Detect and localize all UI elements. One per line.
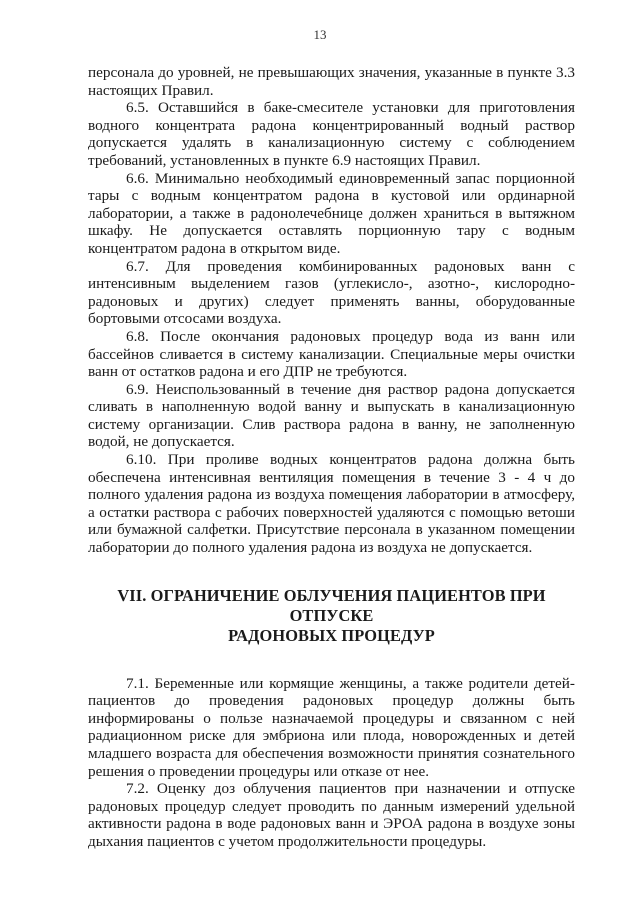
section-heading-line-2: РАДОНОВЫХ ПРОЦЕДУР	[228, 625, 435, 645]
paragraph-6-8: 6.8. После окончания радоновых процедур вода из ванн или бассейнов сливается в систему канализации. Специальные меры очистки ванн от остатков радона и его ДПР не требуются.	[88, 327, 575, 381]
paragraph-6-5: 6.5. Оставшийся в баке-смесителе установки для приготовления водного концентрата радона концентрированный водный раствор допускается удалять в канализационную систему с соблюдением требований, установленных в пункте 6.9 настоящих Правил.	[88, 99, 575, 169]
paragraph-6-10: 6.10. При проливе водных концентратов радона должна быть обеспечена интенсивная вентиляция помещения в течение 3 - 4 ч до полного удаления радона из воздуха помещения лаборатории в атмосферу, а остатки раствора с рабочих поверхностей удаляются с помощью ветоши или бумажной салфетки. Присутствие персонала в указанном помещении лаборатории до полного удаления радона из воздуха не допускается.	[88, 451, 575, 557]
document-body	[88, 64, 575, 851]
paragraph-7-2: 7.2. Оценку доз облучения пациентов при назначении и отпуске радоновых процедур следует проводить по данным измерений удельной активности радона в воде радоновых ванн и ЭРОА радона в воздухе зоны дыхания пациентов с учетом продолжительности процедуры.	[88, 780, 575, 850]
page-number: 13	[313, 27, 327, 42]
paragraph-6-9: 6.9. Неиспользованный в течение дня раствор радона допускается сливать в наполненную водой ванну и выпускать в канализационную систему организации. Слив раствора радона в ванну, не заполненную водой, не допускается.	[88, 380, 575, 451]
paragraph-continuation: персонала до уровней, не превышающих значения, указанные в пункте 3.3 настоящих Правил.	[88, 64, 575, 99]
paragraph-6-6: 6.6. Минимально необходимый единовременный запас порционной тары с водным концентратом радона в кустовой или ординарной лаборатории, а также в радонолечебнице должен храниться в вытяжном шкафу. Не допускается оставлять порционную тару с водным концентратом радона в открытом виде.	[88, 169, 575, 257]
paragraph-6-7: 6.7. Для проведения комбинированных радоновых ванн с интенсивным выделением газов (углекисло-, азотно-, кислородно-радоновых и других) следует применять ванны, оборудованные бортовыми отсосами воздуха.	[88, 257, 575, 328]
section-heading-line-1: VII. ОГРАНИЧЕНИЕ ОБЛУЧЕНИЯ ПАЦИЕНТОВ ПРИ ОТПУСКЕ	[117, 585, 546, 625]
section-heading	[88, 586, 575, 646]
paragraph-7-1: 7.1. Беременные или кормящие женщины, а также родители детей-пациентов до проведения радоновых процедур должны быть информированы о пользе назначаемой процедуры и связанном с ней радиационном риске для эмбриона или плода, новорожденных и детей младшего возраста для обеспечения возможности принятия сознательного решения о проведении процедуры или отказе от нее.	[88, 674, 575, 780]
